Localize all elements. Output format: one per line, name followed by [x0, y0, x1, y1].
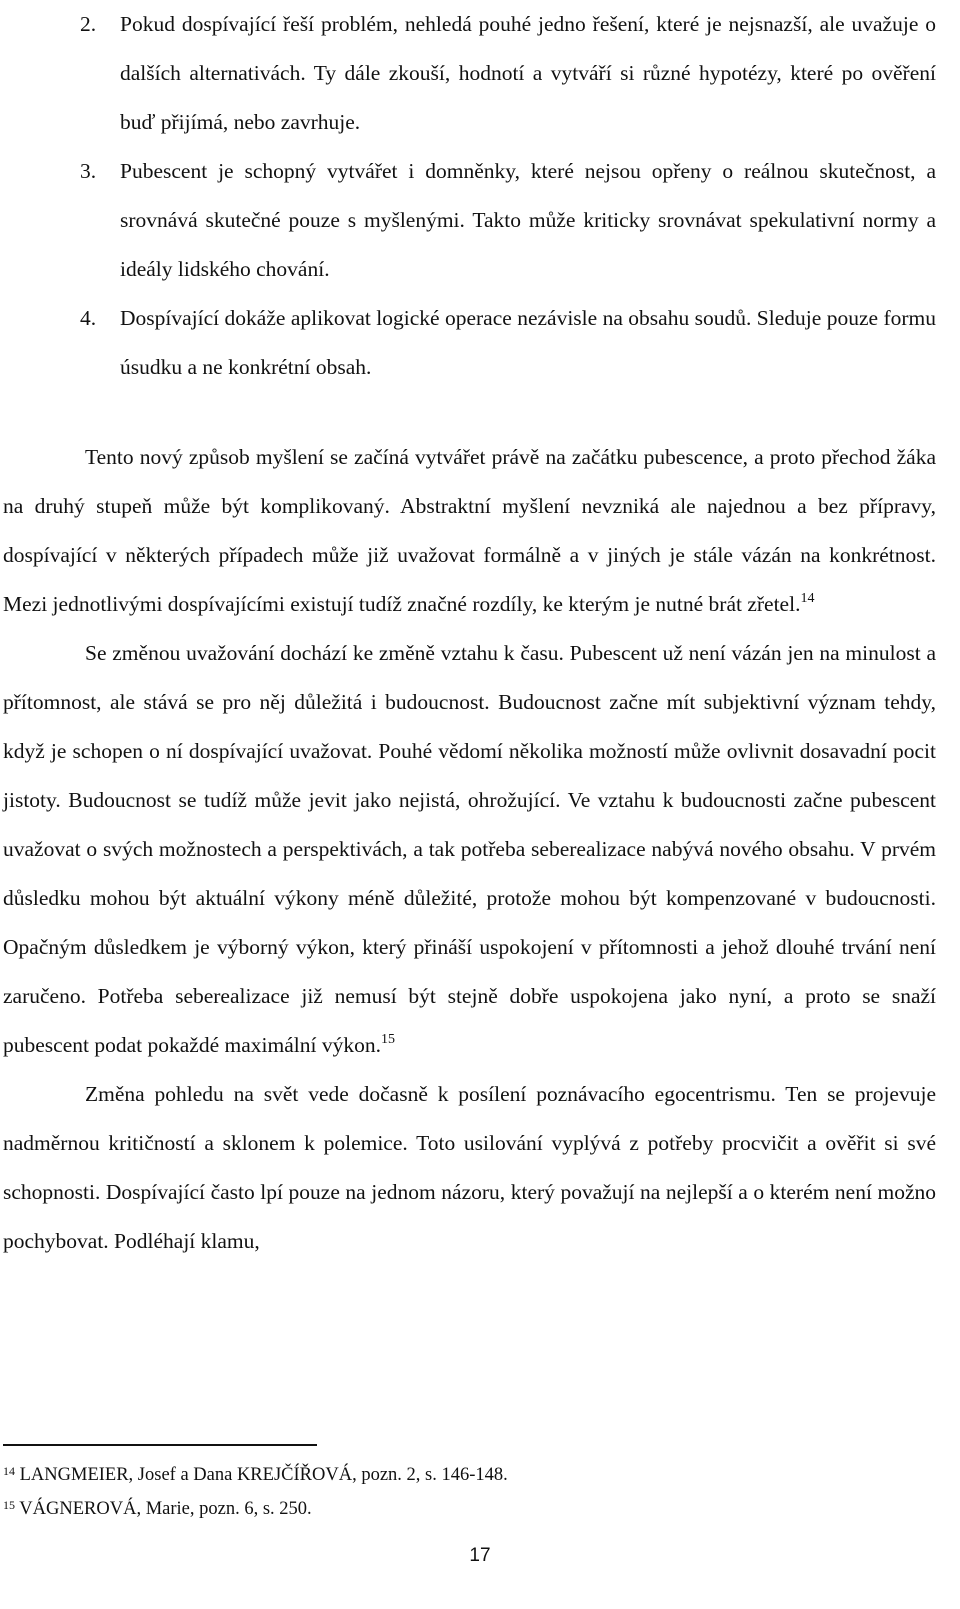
footnote-mark: 14 [3, 1464, 15, 1478]
body-text [0, 433, 960, 1266]
list-item-number: 3. [80, 159, 97, 183]
list-item-text: Pubescent je schopný vytvářet i domněnky, které nejsou opřeny o reálnou skutečnost, a srovnává skutečné pouze s myšlenými. Takto může kriticky srovnávat spekulativní normy a ideály lidského chování. [120, 159, 936, 281]
footnote [3, 1458, 933, 1492]
paragraph [0, 1070, 960, 1266]
paragraph-text: Tento nový způsob myšlení se začíná vytvářet právě na začátku pubescence, a proto přechod žáka na druhý stupeň může být komplikovaný. Abstraktní myšlení nevzniká ale najednou a bez přípravy, dospívající v některých případech může již uvažovat formálně a v jiných je stále vázán na konkrétnost. Mezi jednotlivými dospívajícími existují tudíž značné rozdíly, ke kterým je nutné brát zřetel. [3, 445, 936, 616]
list-item-number: 2. [80, 12, 97, 36]
footnotes [3, 1458, 933, 1526]
footnote-reference: 14 [800, 591, 815, 606]
list-item [0, 0, 960, 147]
footnote-mark: 15 [3, 1498, 15, 1512]
paragraph-text: Se změnou uvažování dochází ke změně vztahu k času. Pubescent už není vázán jen na minulost a přítomnost, ale stává se pro něj důležitá i budoucnost. Budoucnost začne mít subjektivní význam tehdy, když je schopen o ní dospívající uvažovat. Pouhé vědomí několika možností může ovlivnit dosavadní pocit jistoty. Budoucnost se tudíž může jevit jako nejistá, ohrožující. Ve vztahu k budoucnosti začne pubescent uvažovat o svých možnostech a perspektivách, a tak potřeba seberealizace nabývá nového obsahu. V prvém důsledku mohou být aktuální výkony méně důležité, protože mohou být kompenzované v budoucnosti. Opačným důsledkem je výborný výkon, který přináší uspokojení v přítomnosti a jehož dlouhé trvání není zaručeno. Potřeba seberealizace již nemusí být stejně dobře uspokojena jako nyní, a proto se snaží pubescent podat pokaždé maximální výkon. [3, 641, 936, 1057]
numbered-list [0, 0, 960, 392]
paragraph [0, 629, 960, 1070]
list-item [0, 147, 960, 294]
list-item-number: 4. [80, 306, 97, 330]
paragraph-text: Změna pohledu na svět vede dočasně k posílení poznávacího egocentrismu. Ten se projevuje nadměrnou kritičností a sklonem k polemice. Toto usilování vyplývá z potřeby procvičit a ověřit si své schopnosti. Dospívající často lpí pouze na jednom názoru, který považují na nejlepší a o kterém není možno pochybovat. Podléhají klamu, [3, 1082, 936, 1253]
footnote [3, 1492, 933, 1526]
list-item [0, 294, 960, 392]
paragraph [0, 433, 960, 629]
list-item-text: Dospívající dokáže aplikovat logické operace nezávisle na obsahu soudů. Sleduje pouze formu úsudku a ne konkrétní obsah. [120, 306, 936, 379]
footnote-text: LANGMEIER, Josef a Dana KREJČÍŘOVÁ, pozn. 2, s. 146-148. [19, 1465, 508, 1485]
footnote-separator [3, 1444, 317, 1446]
list-item-text: Pokud dospívající řeší problém, nehledá pouhé jedno řešení, které je nejsnazší, ale uvažuje o dalších alternativách. Ty dále zkouší, hodnotí a vytváří si různé hypotézy, které po ověření buď přijímá, nebo zavrhuje. [120, 12, 936, 134]
footnote-reference: 15 [380, 1032, 395, 1047]
page-number: 17 [469, 1545, 491, 1566]
footnote-text: VÁGNEROVÁ, Marie, pozn. 6, s. 250. [19, 1499, 312, 1519]
